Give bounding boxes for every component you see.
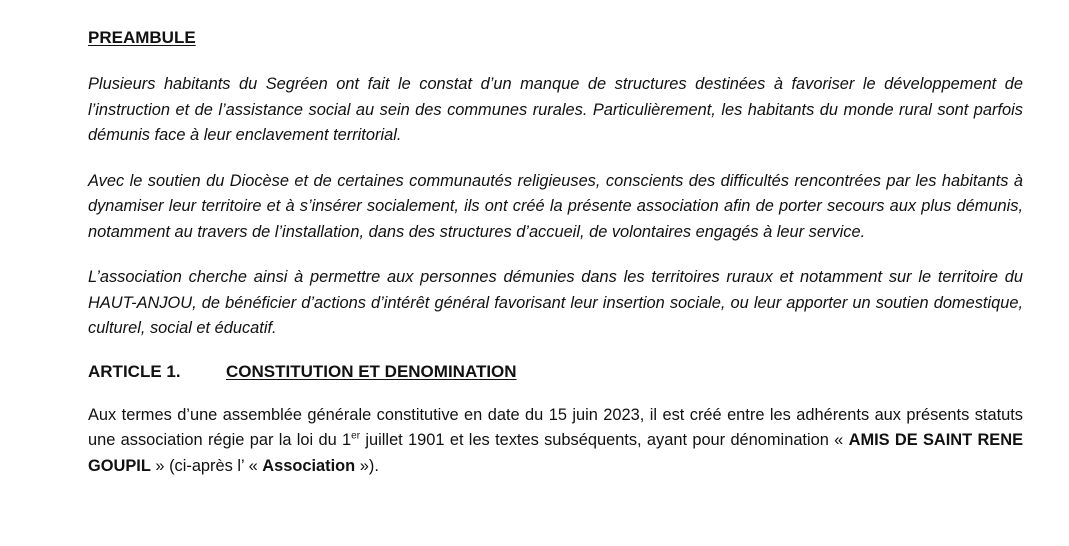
article-text-part-1: Aux termes d’une assemblée générale constitutive en date du 15 juin 2023, il est créé entre les adhérents aux présents statuts une association régie par la loi du 1 xyxy=(88,405,1023,449)
preamble-paragraph-3: L’association cherche ainsi à permettre aux personnes démunies dans les territoires ruraux et notamment sur le territoire du HAUT-ANJOU, de bénéficier d’actions d’intérêt général favorisant leur insertion sociale, ou leur apporter un soutien domestique, culturel, social et éducatif. xyxy=(88,268,1023,337)
preamble-paragraph-2: Avec le soutien du Diocèse et de certaines communautés religieuses, conscients des difficultés rencontrées par les habitants à dynamiser leur territoire et à s’insérer socialement, ils ont créé la présente association afin de porter secours aux plus démunis, notamment au travers de l’installation, dans des structures d’accueil, de volontaires engagés à leur service. xyxy=(88,171,1023,241)
preamble-paragraph-1: Plusieurs habitants du Segréen ont fait le constat d’un manque de structures destinées à favoriser le développement de l’instruction et de l’assistance social au sein des communes rurales. Particulièrement, les habitants du monde rural sont parfois démunis face à leur enclavement territorial. xyxy=(88,75,1023,144)
document-page xyxy=(88,26,1023,479)
article-text-part-3: » (ci-après l’ « xyxy=(150,456,263,475)
association-name: AMIS DE SAINT RENE GOUPIL xyxy=(88,431,1023,475)
article-number: ARTICLE 1. xyxy=(88,361,181,381)
article-title: CONSTITUTION ET DENOMINATION xyxy=(226,361,517,381)
article-1-heading xyxy=(88,360,1023,384)
article-text-part-4: »). xyxy=(355,456,379,475)
article-superscript: er xyxy=(351,430,361,442)
preamble-heading: PREAMBULE xyxy=(88,28,196,47)
article-text-part-2: juillet 1901 et les textes subséquents, ayant pour dénomination « xyxy=(360,431,849,449)
association-short-name: Association xyxy=(262,456,356,475)
article-1-paragraph xyxy=(88,403,1023,480)
